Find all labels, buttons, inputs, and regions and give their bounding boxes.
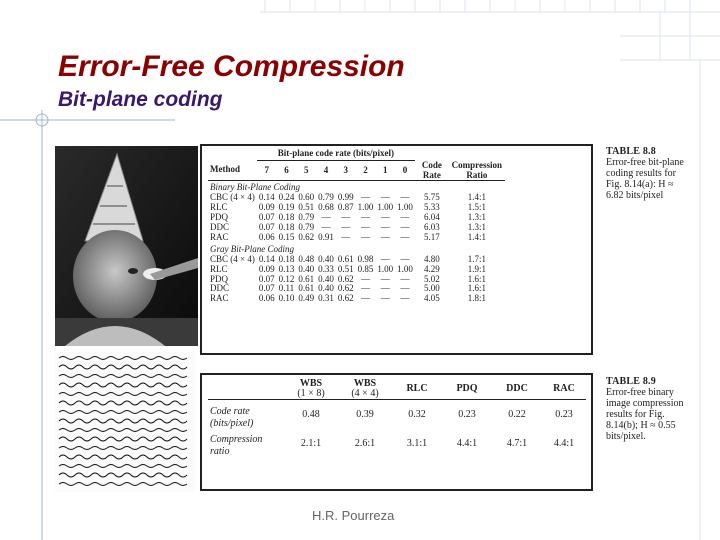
value-cell: 0.22 bbox=[508, 408, 526, 420]
value-cell: 4.4:1 bbox=[553, 437, 575, 449]
code-rate-cell: 5.33 bbox=[423, 202, 440, 213]
t89-col-5: RAC bbox=[553, 382, 575, 394]
slide-title: Error-Free Compression bbox=[58, 50, 405, 83]
method-cell: DDC bbox=[210, 222, 230, 233]
bitplane-rate-cell: 0.18 bbox=[278, 212, 295, 223]
method-cell: CBC (4 × 4) bbox=[210, 192, 255, 203]
table-8-8-caption bbox=[606, 146, 692, 201]
row-label: Compression ratio bbox=[210, 433, 263, 457]
bitplane-rate-cell: — bbox=[360, 222, 370, 233]
bitplane-rate-cell: — bbox=[360, 212, 370, 223]
bitplane-rate-cell: 0.98 bbox=[357, 253, 374, 264]
col-code-rate: Code Rate bbox=[421, 160, 442, 181]
code-rate-cell: 6.03 bbox=[423, 222, 440, 233]
table-row bbox=[208, 203, 505, 213]
bitplane-rate-cell: 0.87 bbox=[337, 202, 354, 213]
bitplane-rate-cell: — bbox=[400, 192, 410, 203]
bitplane-rate-cell: 0.06 bbox=[258, 231, 275, 242]
bitplane-rate-cell: — bbox=[360, 283, 370, 294]
table-8-8-caption-title: TABLE 8.8 bbox=[606, 146, 656, 157]
bitplane-rate-cell: 0.68 bbox=[318, 202, 334, 213]
bitplane-rate-cell: 0.24 bbox=[278, 192, 295, 203]
bitplane-rate-cell: 0.18 bbox=[278, 253, 295, 264]
row-label: Code rate (bits/pixel) bbox=[210, 405, 254, 429]
table-row bbox=[208, 275, 505, 285]
compression-ratio-cell: 1.3:1 bbox=[467, 212, 486, 223]
bitplane-rate-cell: 0.79 bbox=[298, 212, 315, 223]
bitplane-rate-cell: 0.62 bbox=[337, 283, 354, 294]
col-bit-4: 4 bbox=[323, 164, 329, 175]
section-title: Binary Bit-Plane Coding bbox=[210, 182, 300, 193]
compression-ratio-cell: 1.7:1 bbox=[467, 253, 486, 264]
bitplane-rate-cell: 0.33 bbox=[318, 263, 334, 274]
method-cell: RLC bbox=[210, 263, 228, 274]
compression-ratio-cell: 1.8:1 bbox=[467, 293, 486, 304]
bitplane-rate-cell: 0.15 bbox=[278, 231, 295, 242]
bitplane-rate-cell: 0.61 bbox=[337, 253, 354, 264]
bitplane-rate-cell: — bbox=[380, 293, 390, 304]
bitplane-rate-cell: 0.14 bbox=[258, 253, 275, 264]
method-cell: RAC bbox=[210, 231, 229, 242]
bitplane-rate-cell: — bbox=[380, 231, 390, 242]
method-cell: CBC (4 × 4) bbox=[210, 253, 255, 264]
bitplane-rate-cell: 0.10 bbox=[278, 293, 295, 304]
bitplane-rate-cell: 0.51 bbox=[337, 263, 354, 274]
t89-col-2: RLC bbox=[406, 382, 428, 394]
bitplane-rate-cell: 0.14 bbox=[258, 192, 275, 203]
bitplane-rate-cell: 0.79 bbox=[318, 192, 334, 203]
bitplane-rate-cell: 0.09 bbox=[258, 263, 275, 274]
value-cell: 3.1:1 bbox=[406, 437, 428, 449]
bitplane-rate-cell: 0.40 bbox=[318, 283, 334, 294]
footer-author: H.R. Pourreza bbox=[312, 508, 395, 523]
code-rate-cell: 5.02 bbox=[423, 273, 440, 284]
method-cell: DDC bbox=[210, 283, 230, 294]
compression-ratio-cell: 1.6:1 bbox=[467, 283, 486, 294]
col-bit-1: 1 bbox=[382, 164, 388, 175]
compression-ratio-cell: 1.4:1 bbox=[467, 231, 486, 242]
t89-col-0 bbox=[284, 379, 338, 399]
bitplane-rate-cell: 0.07 bbox=[258, 212, 275, 223]
bitplane-rate-cell: — bbox=[380, 273, 390, 284]
bitplane-rate-cell: 0.12 bbox=[278, 273, 295, 284]
t89-col-1 bbox=[338, 379, 392, 399]
value-cell: 0.32 bbox=[408, 408, 426, 420]
code-rate-cell: 4.80 bbox=[423, 253, 440, 264]
table-8-8 bbox=[200, 144, 593, 355]
code-rate-cell: 5.75 bbox=[423, 192, 440, 203]
bitplane-rate-cell: 0.40 bbox=[318, 253, 334, 264]
bitplane-rate-cell: 0.51 bbox=[298, 202, 315, 213]
bitplane-rate-cell: 1.00 bbox=[397, 202, 413, 213]
t89-col-1-name: WBS bbox=[353, 378, 377, 389]
bitplane-rate-cell: — bbox=[380, 222, 390, 233]
table-row bbox=[208, 255, 505, 265]
bitplane-rate-cell: 0.07 bbox=[258, 222, 275, 233]
bitplane-rate-cell: 0.79 bbox=[298, 222, 315, 233]
bitplane-rate-cell: — bbox=[321, 222, 331, 233]
t89-col-3: PDQ bbox=[456, 382, 478, 394]
bitplane-rate-cell: — bbox=[380, 192, 390, 203]
code-rate-cell: 4.29 bbox=[423, 263, 440, 274]
bitplane-rate-cell: 0.31 bbox=[318, 293, 334, 304]
bitplane-rate-cell: 0.60 bbox=[298, 192, 315, 203]
bitplane-rate-cell: 1.00 bbox=[357, 202, 374, 213]
table-8-9-caption-title: TABLE 8.9 bbox=[606, 376, 656, 387]
table-row bbox=[208, 223, 505, 233]
table-row bbox=[208, 294, 505, 304]
bitplane-rate-cell: 0.09 bbox=[258, 202, 275, 213]
bitplane-rate-cell: 0.61 bbox=[298, 283, 315, 294]
compression-ratio-cell: 1.3:1 bbox=[467, 222, 486, 233]
bitplane-rate-cell: 0.13 bbox=[278, 263, 295, 274]
t89-col-1-sub: (4 × 4) bbox=[351, 387, 379, 399]
value-cell: 0.48 bbox=[302, 408, 320, 420]
table-row bbox=[208, 233, 505, 243]
bitplane-rate-cell: 1.00 bbox=[397, 263, 413, 274]
table-row bbox=[208, 399, 586, 430]
bitplane-rate-cell: — bbox=[400, 231, 410, 242]
col-bit-3: 3 bbox=[343, 164, 348, 175]
table-row bbox=[208, 284, 505, 294]
slide-subtitle: Bit-plane coding bbox=[58, 88, 223, 111]
bitplane-rate-cell: 0.91 bbox=[318, 231, 334, 242]
bitplane-rate-cell: — bbox=[360, 273, 370, 284]
value-cell: 0.23 bbox=[555, 408, 573, 420]
bitplane-rate-cell: 0.62 bbox=[298, 231, 315, 242]
bitplane-rate-cell: 0.61 bbox=[298, 273, 315, 284]
bitplane-rate-cell: — bbox=[400, 293, 410, 304]
bitplane-rate-cell: — bbox=[341, 222, 351, 233]
bitplane-rate-cell: 0.49 bbox=[298, 293, 315, 304]
value-cell: 4.7:1 bbox=[506, 437, 528, 449]
bitplane-rate-cell: 0.62 bbox=[337, 293, 354, 304]
child-photo bbox=[55, 146, 198, 346]
t89-col-0-sub: (1 × 8) bbox=[297, 387, 325, 399]
table-row bbox=[208, 213, 505, 223]
table-8-9 bbox=[200, 373, 593, 491]
value-cell: 2.6:1 bbox=[354, 437, 376, 449]
method-cell: PDQ bbox=[210, 273, 229, 284]
bitplane-rate-cell: — bbox=[341, 231, 351, 242]
bitplane-rate-cell: — bbox=[360, 293, 370, 304]
col-bit-0: 0 bbox=[402, 164, 408, 175]
code-rate-cell: 4.05 bbox=[423, 293, 440, 304]
bitplane-rate-cell: 0.48 bbox=[298, 253, 315, 264]
bitplane-rate-cell: 1.00 bbox=[377, 263, 394, 274]
bitplane-rate-cell: — bbox=[360, 231, 370, 242]
bitplane-rate-cell: 0.99 bbox=[337, 192, 354, 203]
compression-ratio-cell: 1.5:1 bbox=[467, 202, 486, 213]
bitplane-rate-cell: 0.07 bbox=[258, 283, 275, 294]
table-row bbox=[208, 430, 586, 458]
table-row bbox=[208, 265, 505, 275]
bitplane-rate-cell: 0.06 bbox=[258, 293, 275, 304]
col-compression-ratio: Compression Ratio bbox=[451, 160, 503, 181]
bitplane-rate-cell: — bbox=[360, 192, 370, 203]
table-8-9-caption bbox=[606, 376, 692, 442]
compression-ratio-cell: 1.4:1 bbox=[467, 192, 486, 203]
method-cell: RLC bbox=[210, 202, 228, 213]
col-bit-5: 5 bbox=[303, 164, 309, 175]
compression-ratio-cell: 1.9:1 bbox=[467, 263, 486, 274]
bitplane-rate-cell: — bbox=[400, 283, 410, 294]
method-cell: PDQ bbox=[210, 212, 229, 223]
bitplane-rate-cell: — bbox=[400, 212, 410, 223]
bitplane-rate-cell: 0.40 bbox=[318, 273, 334, 284]
value-cell: 0.39 bbox=[356, 408, 374, 420]
bitplane-rate-cell: 1.00 bbox=[377, 202, 394, 213]
col-bit-2: 2 bbox=[363, 164, 368, 175]
table-8-9-caption-text: Error-free binary image compression results for Fig. 8.14(b); H ≈ 0.55 bits/pixel. bbox=[606, 387, 684, 442]
bitplane-rate-cell: 0.07 bbox=[258, 273, 275, 284]
bitplane-rate-cell: — bbox=[400, 222, 410, 233]
bitplane-rate-cell: — bbox=[321, 212, 331, 223]
value-cell: 2.1:1 bbox=[300, 437, 322, 449]
compression-ratio-cell: 1.6:1 bbox=[467, 273, 486, 284]
t89-col-4: DDC bbox=[506, 382, 528, 394]
table-8-8-caption-text: Error-free bit-plane coding results for Fig. 8.14(a): H ≈ 6.82 bits/pixel bbox=[606, 157, 684, 201]
bitplane-rate-cell: 0.19 bbox=[278, 202, 295, 213]
bitplane-rate-cell: 0.18 bbox=[278, 222, 295, 233]
bitplane-rate-cell: 0.85 bbox=[357, 263, 374, 274]
method-cell: RAC bbox=[210, 293, 229, 304]
table-row bbox=[208, 193, 505, 203]
section-title: Gray Bit-Plane Coding bbox=[210, 243, 294, 254]
col-bit-7: 7 bbox=[264, 164, 269, 175]
col-bit-6: 6 bbox=[284, 164, 289, 175]
bitplane-rate-cell: 0.40 bbox=[298, 263, 315, 274]
bitplane-rate-cell: — bbox=[341, 212, 351, 223]
bitplane-rate-cell: 0.11 bbox=[278, 283, 295, 294]
bitplane-rate-cell: 0.62 bbox=[337, 273, 354, 284]
value-cell: 4.4:1 bbox=[456, 437, 478, 449]
bitplane-rate-cell: — bbox=[400, 253, 410, 264]
bitplane-rate-cell: — bbox=[400, 273, 410, 284]
col-method-header: Method bbox=[210, 164, 240, 175]
t89-col-0-name: WBS bbox=[299, 378, 323, 389]
code-rate-cell: 5.00 bbox=[423, 283, 440, 294]
bitplane-group-header: Bit-plane code rate (bits/pixel) bbox=[257, 149, 415, 160]
code-rate-cell: 6.04 bbox=[423, 212, 440, 223]
value-cell: 0.23 bbox=[458, 408, 476, 420]
handwriting-sample-image bbox=[55, 352, 195, 492]
bitplane-rate-cell: — bbox=[380, 283, 390, 294]
bitplane-rate-cell: — bbox=[380, 212, 390, 223]
bitplane-rate-cell: — bbox=[380, 253, 390, 264]
code-rate-cell: 5.17 bbox=[423, 231, 440, 242]
